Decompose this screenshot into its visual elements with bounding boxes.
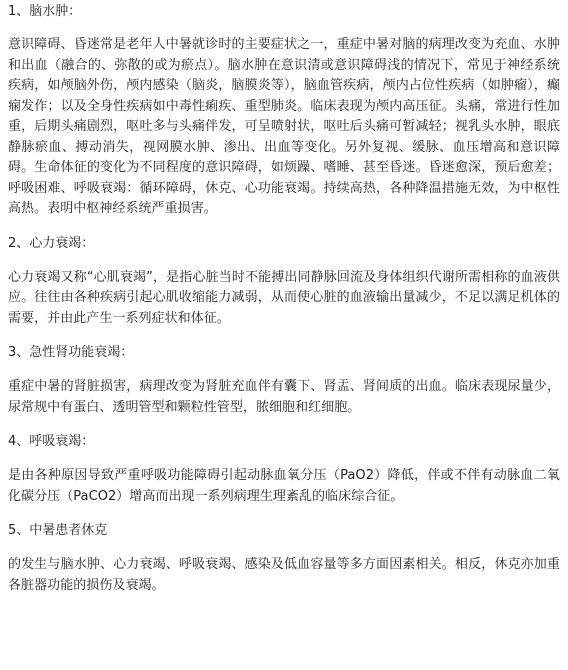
section-heatstroke-shock: [8, 521, 560, 596]
section-brain-edema: [8, 2, 560, 220]
section-paragraph: 的发生与脑水肿、心力衰竭、呼吸衰竭、感染及低血容量等多方面因素相关。相反，休克亦加重各脏器功能的损伤及衰竭。: [8, 557, 560, 593]
section-paragraph: 意识障碍、昏迷常是老年人中暑就诊时的主要症状之一，重症中暑对脑的病理改变为充血、水肿和出血（融合的、弥散的或为瘀点）。脑水肿在意识清或意识障碍浅的情况下，常见于神经系统疾病，如颅脑外伤，颅内感染（脑炎，脑膜炎等），脑血管疾病，颅内占位性疾病（如肿瘤），癫痫发作；以及全身性疾病如中毒性痢疾、重型肺炎。临床表现为颅内高压征。头痛，常进行性加重，后期头痛剧烈，呕吐多与头痛伴发，可呈喷射状，呕吐后头痛可暂减轻；视乳头水肿，眼底静脉瘀血、搏动消失，视网膜水肿、渗出、出血等变化。另外复视、缓脉、血压增高和意识障碍。生命体征的变化为不同程度的意识障碍，如烦躁、嗜睡、甚至昏迷。昏迷愈深，预后愈差；呼吸困难、呼吸衰竭：循环障碍，休克、心功能衰竭。持续高热，各种降温措施无效，为中枢性高热。表明中枢神经系统严重损害。: [8, 37, 560, 216]
section-acute-renal-failure: [8, 343, 560, 418]
section-heart-failure: [8, 234, 560, 330]
section-heading: 2、心力衰竭：: [8, 235, 95, 251]
section-paragraph: 重症中暑的肾脏损害，病理改变为肾脏充血伴有囊下、肾盂、肾间质的出血。临床表现尿量少，尿常规中有蛋白、透明管型和颗粒性管型，脓细胞和红细胞。: [8, 379, 560, 415]
section-heading: 4、呼吸衰竭：: [8, 434, 95, 449]
section-heading: 3、急性肾功能衰竭：: [8, 345, 134, 360]
section-paragraph: 心力衰竭又称“心肌衰竭”，是指心脏当时不能搏出同静脉回流及身体组织代谢所需相称的血液供应。往往由各种疾病引起心肌收缩能力减弱，从而使心脏的血液输出量减少，不足以满足机体的需要，并由此产生一系列症状和体征。: [8, 269, 560, 326]
section-paragraph: 是由各种原因导致严重呼吸功能障碍引起动脉血氧分压（PaO2）降低，伴或不伴有动脉血二氧化碳分压（PaCO2）增高而出现一系列病理生理紊乱的临床综合征。: [8, 468, 560, 504]
section-heading: 1、脑水肿：: [8, 4, 82, 19]
section-respiratory-failure: [8, 432, 560, 507]
section-heading: 5、中暑患者休克: [8, 523, 108, 538]
